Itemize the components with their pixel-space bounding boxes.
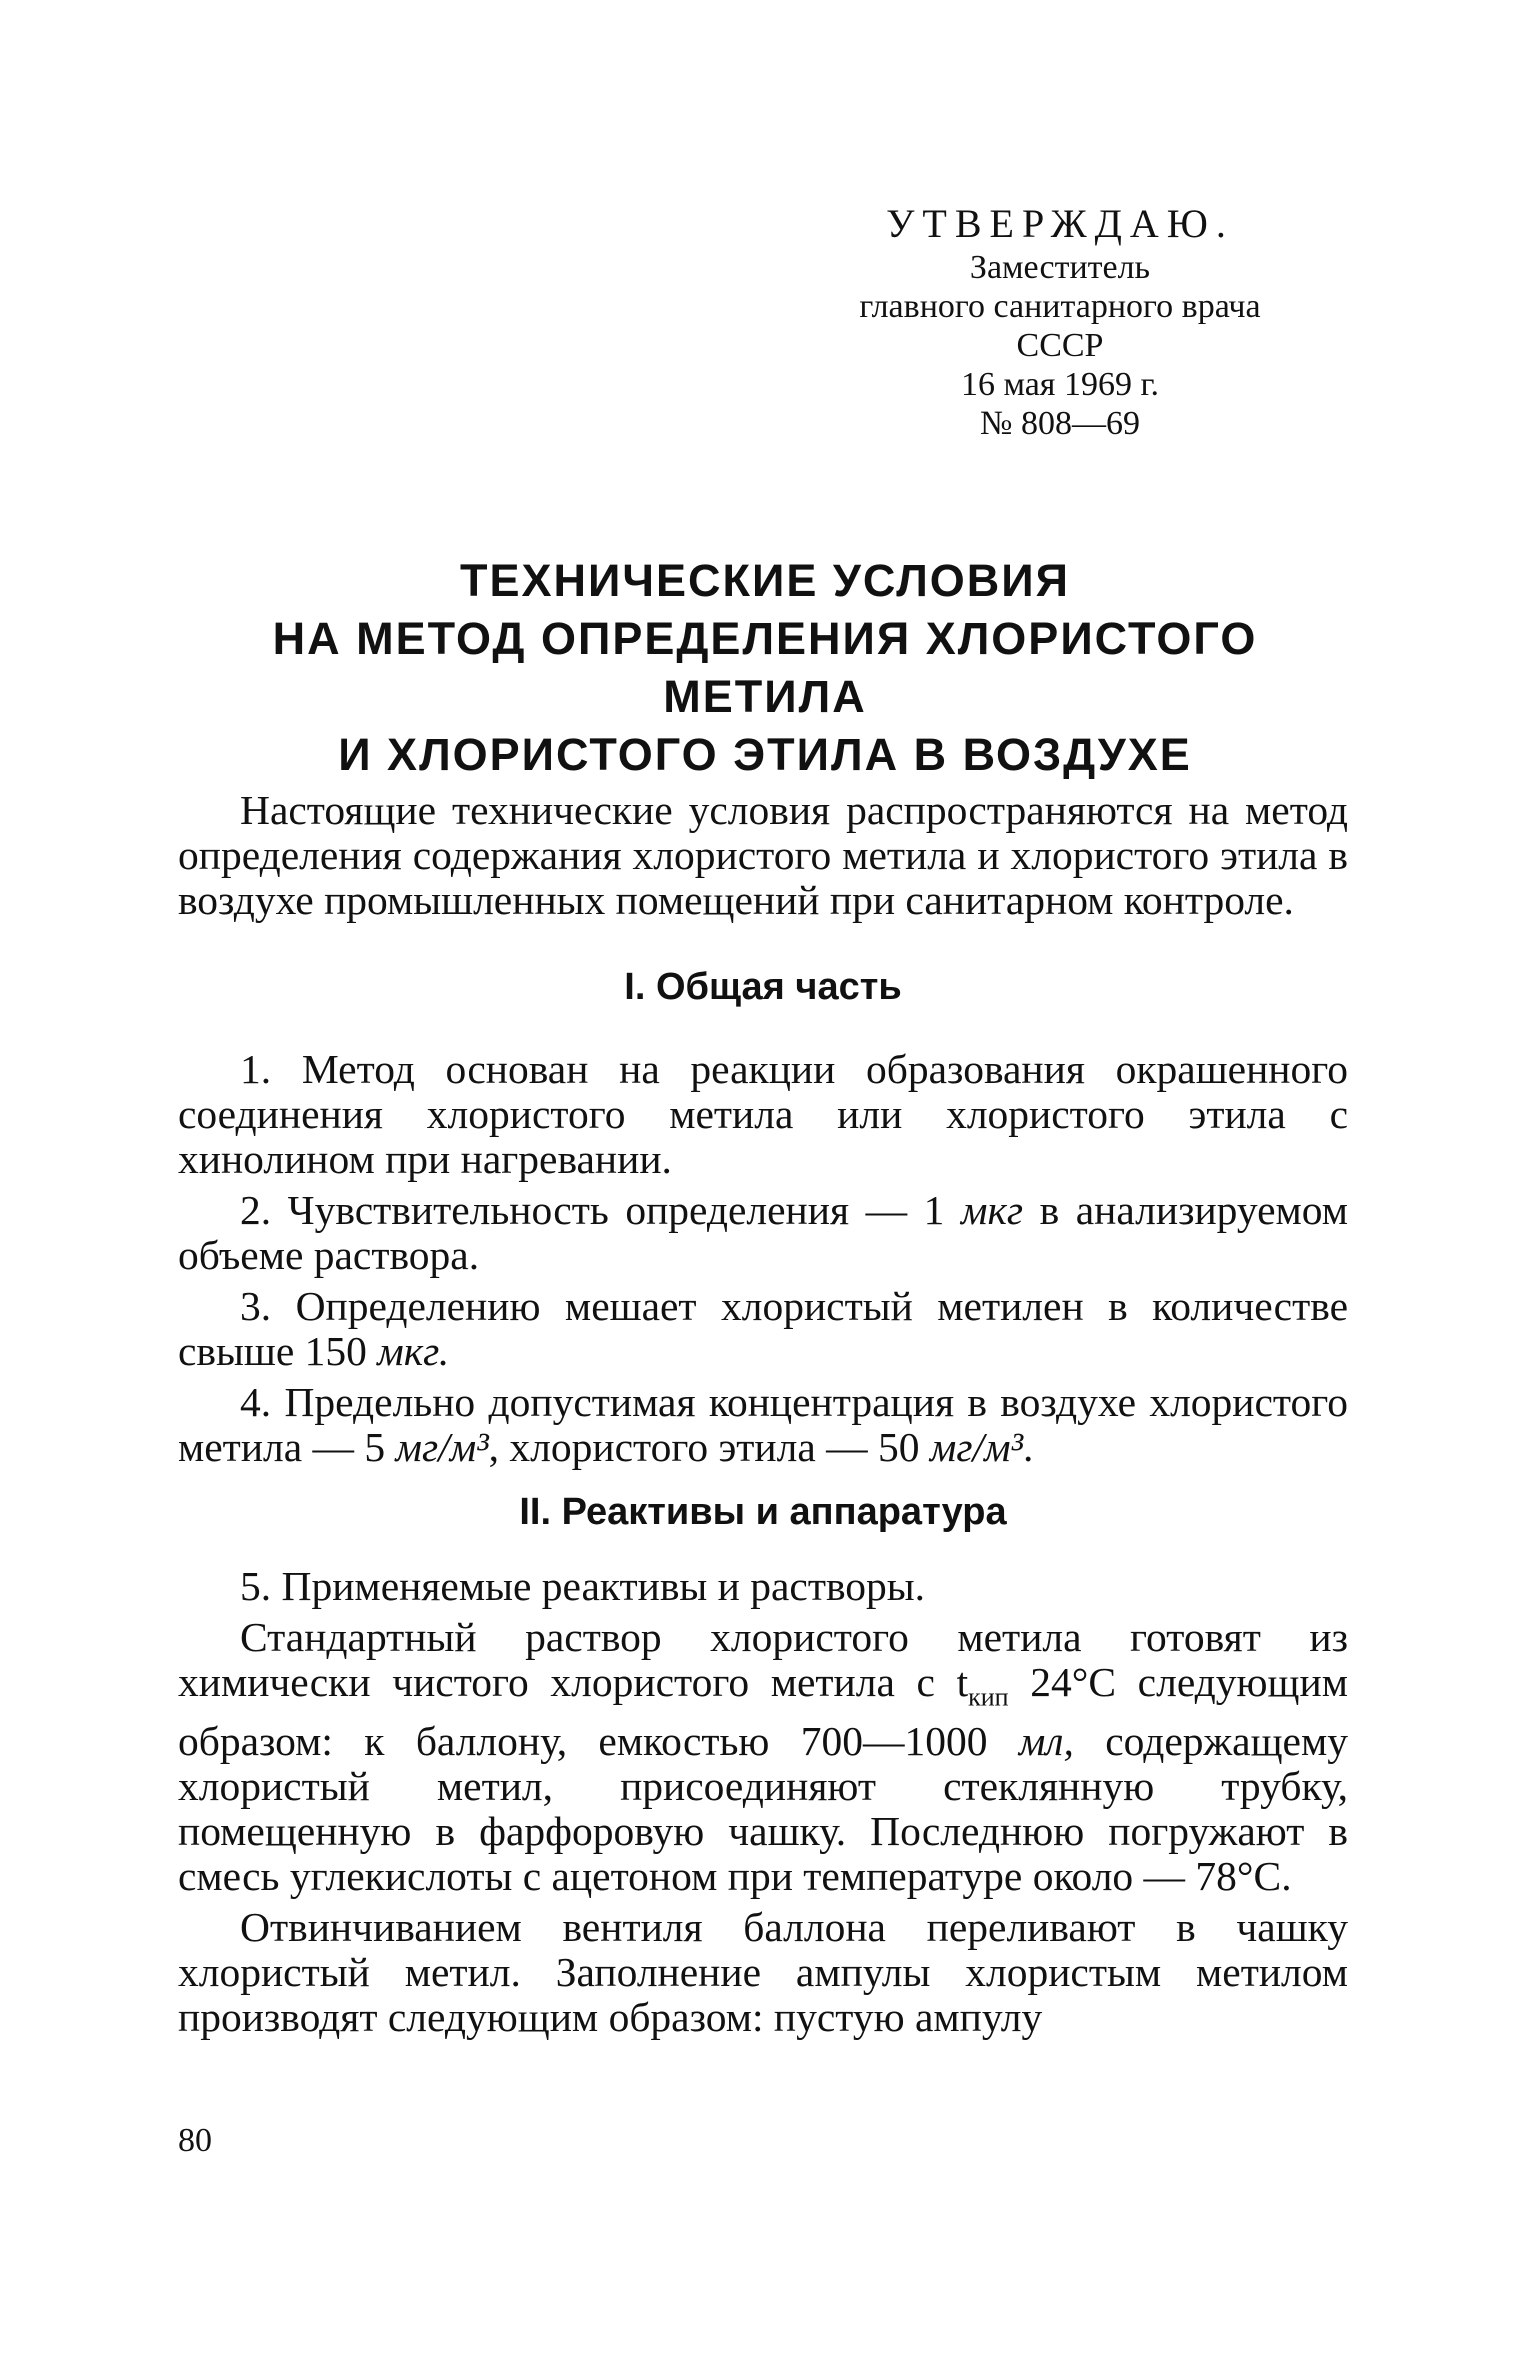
- approval-position-2: главного санитарного врача: [859, 288, 1261, 325]
- item-4-unit-2: мг/м³: [929, 1424, 1024, 1470]
- item-1: 1. Метод основан на реакции образования окрашенного соединения хлористого метила или хлористого этила с хинолином при нагревании.: [178, 1046, 1348, 1182]
- approval-date: 16 мая 1969 г.: [960, 366, 1160, 403]
- item-4-text-middle: , хлористого этила — 50: [488, 1424, 930, 1470]
- title-line-4: И ХЛОРИСТОГО ЭТИЛА В ВОЗДУХЕ: [338, 729, 1192, 780]
- document-body: [178, 788, 1348, 2046]
- title-line-1: ТЕХНИЧЕСКИЕ УСЛОВИЯ: [460, 555, 1070, 606]
- intro-paragraph: Настоящие технические условия распространяются на метод определения содержания хлористого метила и хлористого этила в воздухе промышленных помещений при санитарном контроле.: [178, 787, 1348, 923]
- item-4: [178, 1380, 1348, 1470]
- standard-solution-paragraph: [178, 1615, 1348, 1899]
- item-3-text: 3. Определению мешает хлористый метилен в количестве свыше 150: [178, 1283, 1348, 1374]
- approval-country: СССР: [1016, 327, 1104, 364]
- item-5: 5. Применяемые реактивы и растворы.: [240, 1563, 926, 1609]
- title-line-2: НА МЕТОД ОПРЕДЕЛЕНИЯ ХЛОРИСТОГО: [272, 613, 1258, 664]
- item-4-text: 4. Предельно допустимая концентрация в воздухе хлористого метила — 5: [178, 1379, 1348, 1470]
- document-title: [170, 552, 1360, 784]
- item-4-text-end: .: [1023, 1424, 1034, 1470]
- p6-text-end: содержащему хлористый метил, присоединяют стеклянную трубку, помещенную в фарфоровую чашку. Последнюю погружают в смесь углекислоты с ацетоном при температуре около — 78°С.: [178, 1718, 1348, 1900]
- page-number: 80: [178, 2122, 212, 2159]
- approval-block: [800, 200, 1320, 443]
- section-heading-general: I. Общая часть: [624, 966, 902, 1008]
- item-2-text-end: в анализируемом объеме раствора.: [178, 1187, 1348, 1278]
- item-2-unit: мкг: [960, 1187, 1024, 1233]
- approval-heading: УТВЕРЖДАЮ.: [886, 201, 1234, 246]
- p6-text: Стандартный раствор хлористого метила готовят из химически чистого хлористого метила с t: [178, 1614, 1348, 1705]
- ampoule-paragraph: Отвинчиванием вентиля баллона переливают в чашку хлористый метил. Заполнение ампулы хлористым метилом производят следующим образом: пустую ампулу: [178, 1904, 1348, 2041]
- approval-number: № 808—69: [980, 405, 1140, 442]
- p6-text-middle: 24°С следующим образом: к баллону, емкостью 700—1000: [178, 1659, 1348, 1765]
- item-4-unit-1: мг/м³: [395, 1424, 489, 1470]
- section-heading-reagents: II. Реактивы и аппаратура: [519, 1491, 1007, 1533]
- item-3-unit: мкг.: [377, 1328, 450, 1374]
- title-line-3: МЕТИЛА: [663, 671, 867, 722]
- item-2-text: 2. Чувствительность определения — 1: [240, 1187, 961, 1233]
- p6-subscript: кип: [968, 1682, 1009, 1712]
- p6-unit: мл,: [1018, 1718, 1074, 1765]
- item-3: [178, 1284, 1348, 1374]
- item-2: [178, 1188, 1348, 1278]
- approval-position: Заместитель: [969, 249, 1151, 286]
